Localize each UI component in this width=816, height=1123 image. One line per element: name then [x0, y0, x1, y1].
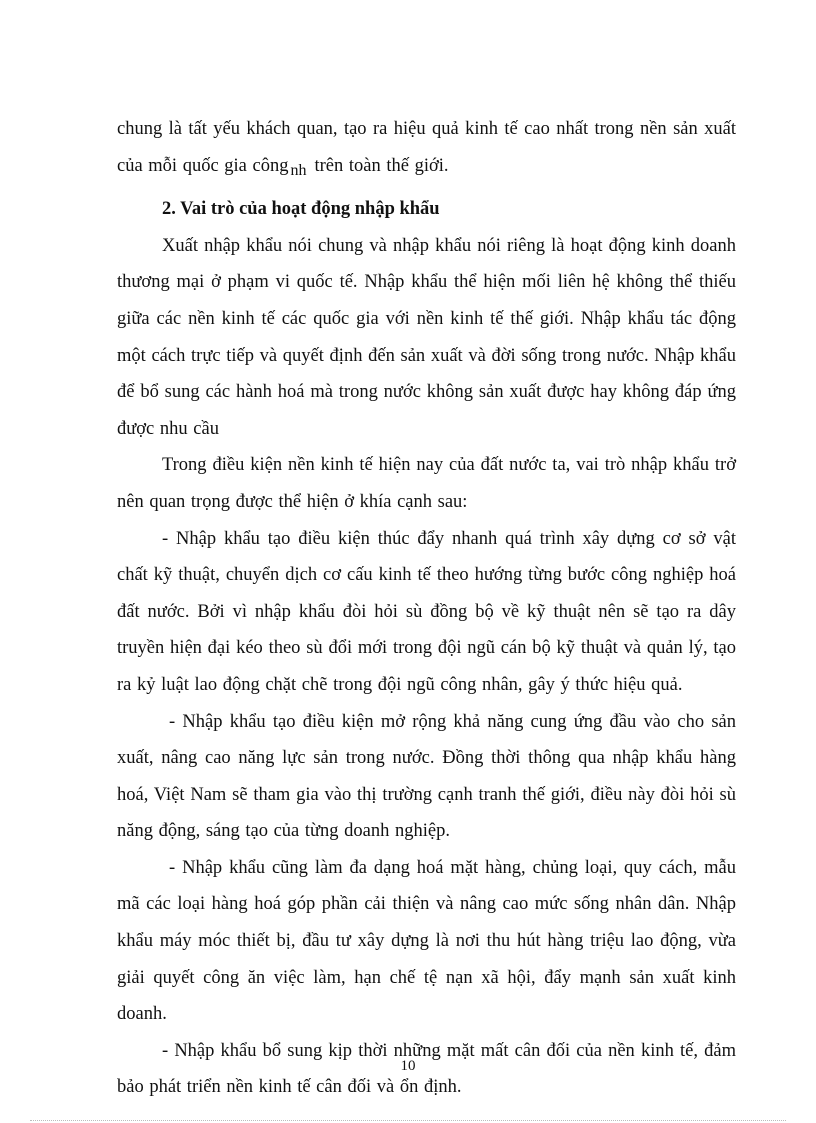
- paragraph-bullet-infrastructure: - Nhập khẩu tạo điều kiện thúc đẩy nhanh quá trình xây dựng cơ sở vật chất kỹ thuật, chuyển dịch cơ cấu kinh tế theo hướng từng bước công nghiệp hoá đất nước. Bởi vì nhập khẩu đòi hỏi sù đồng bộ về kỹ thuật nên sẽ tạo ra dây truyền hiện đại kéo theo sù đổi mới trong đội ngũ cán bộ kỹ thuật và quản lý, tạo ra kỷ luật lao động chặt chẽ trong đội ngũ công nhân, gây ý thức hiệu quả.: [117, 528, 736, 695]
- paragraph-bullet-balance: - Nhập khẩu bổ sung kịp thời những mặt mất cân đối của nền kinh tế, đảm bảo phát triển nền kinh tế cân đối và ổn định.: [117, 1040, 736, 1098]
- paragraph-bullet-supply: - Nhập khẩu tạo điều kiện mở rộng khả năng cung ứng đầu vào cho sản xuất, nâng cao năng lực sản trong nước. Đồng thời thông qua nhập khẩu hàng hoá, Việt Nam sẽ tham gia vào thị trường cạnh tranh thế giới, điều này đòi hỏi sù năng động, sáng tạo của từng doanh nghiệp.: [117, 711, 736, 842]
- page-bottom-divider: [30, 1120, 786, 1121]
- paragraph-context: Trong điều kiện nền kinh tế hiện nay của đất nước ta, vai trò nhập khẩu trở nên quan trọng được thể hiện ở khía cạnh sau:: [117, 455, 736, 512]
- paragraph-overview: Xuất nhập khẩu nói chung và nhập khẩu nói riêng là hoạt động kinh doanh thương mại ở phạm vi quốc tế. Nhập khẩu thể hiện mối liên hệ không thể thiếu giữa các nền kinh tế các quốc gia với nền kinh tế thế giới. Nhập khẩu tác động một cách trực tiếp và quyết định đến sản xuất và đời sống trong nước. Nhập khẩu để bổ sung các hành hoá mà trong nước không sản xuất được hay không đáp ứng được nhu cầu: [117, 235, 736, 439]
- page-number: 10: [400, 1058, 416, 1074]
- section-heading: 2. Vai trò của hoạt động nhập khẩu: [162, 199, 440, 220]
- paragraph-bullet-diversity: - Nhập khẩu cũng làm đa dạng hoá mặt hàng, chủng loại, quy cách, mẫu mã các loại hàng hoá góp phần cải thiện và nâng cao mức sống nhân dân. Nhập khẩu máy móc thiết bị, đầu tư xây dựng là nơi thu hút hàng triệu lao động, vừa giải quyết công ăn việc làm, hạn chế tệ nạn xã hội, đẩy mạnh sản xuất kinh doanh.: [117, 857, 736, 1025]
- document-body: [117, 111, 736, 1106]
- intro-subscript: nh: [290, 161, 307, 179]
- intro-text: chung là tất yếu khách quan, tạo ra hiệu quả kinh tế cao nhất trong nền sản xuất của mỗi quốc gia công: [117, 119, 736, 176]
- intro-text-end: trên toàn thế giới.: [314, 155, 449, 176]
- intro-paragraph: [117, 111, 736, 189]
